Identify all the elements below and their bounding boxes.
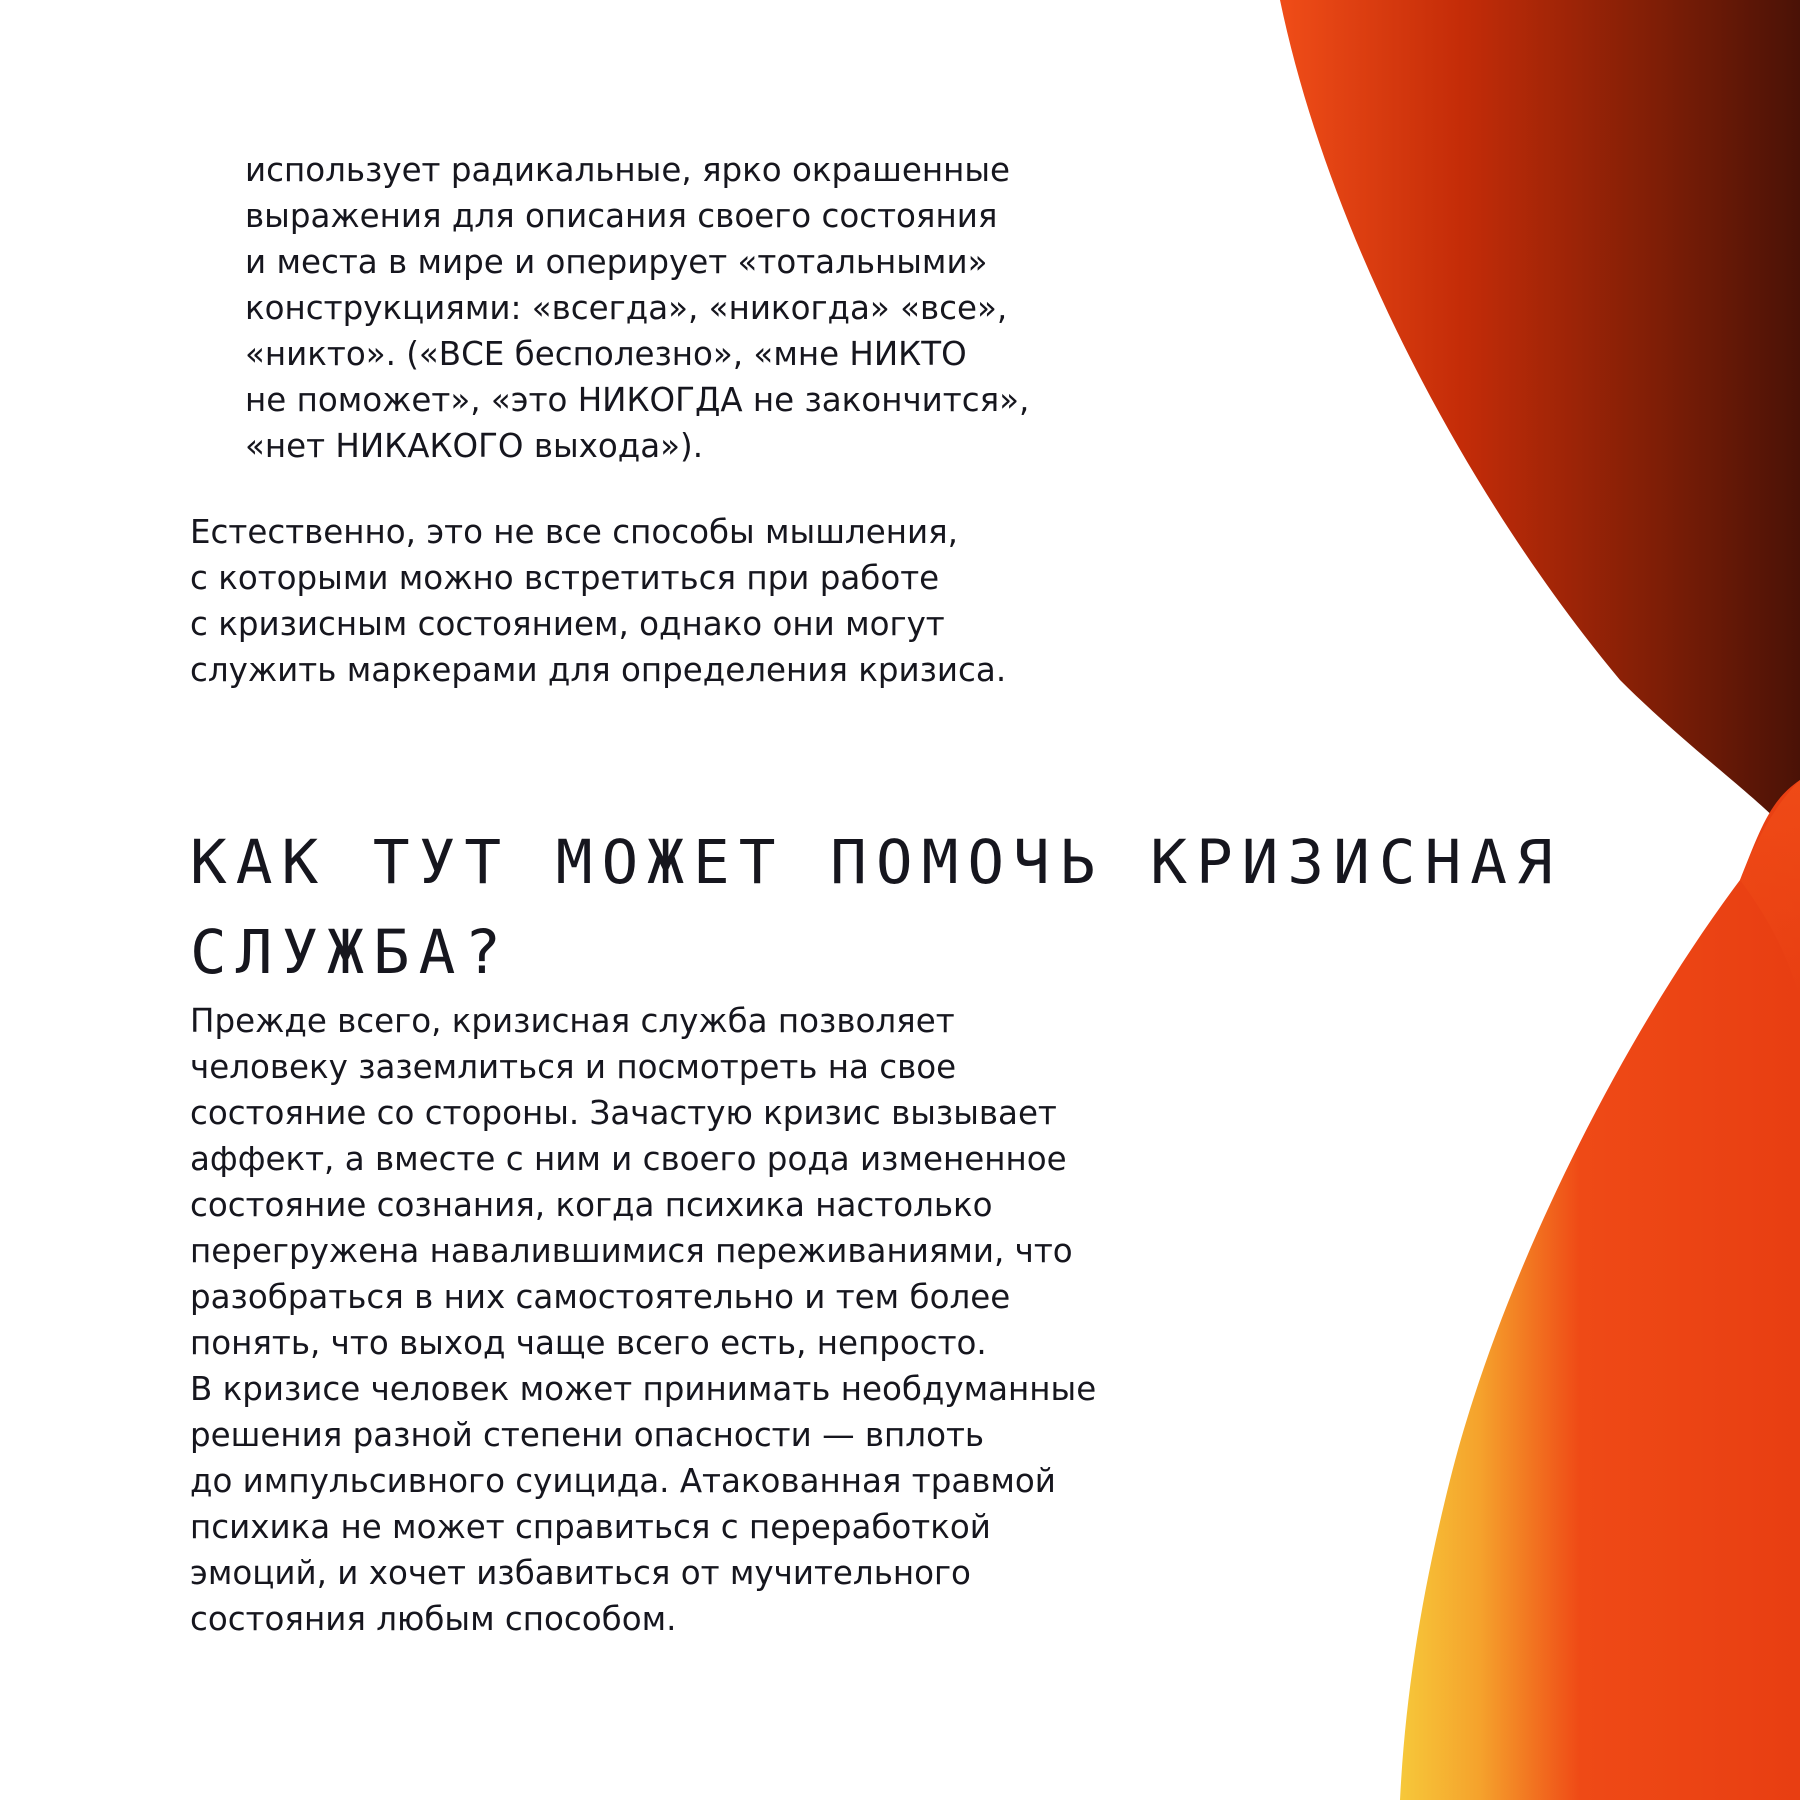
- body-paragraph-markers: Естественно, это не все способы мышления, с которыми можно встретиться при работе с кризисным состоянием, однако они могут служить маркерами для определения кризиса.: [190, 513, 1007, 689]
- section-heading: КАК ТУТ МОЖЕТ ПОМОЧЬ КРИЗИСНАЯ СЛУЖБА?: [190, 827, 1562, 988]
- wave-upper-band: [1280, 0, 1800, 850]
- body-paragraph-crisis-service: Прежде всего, кризисная служба позволяет человеку заземлиться и посмотреть на свое состояние со стороны. Зачастую кризис вызывает аффект, а вместе с ним и своего рода измененное состояние сознания, когда психика настолько перегружена навалившимися переживаниями, что разобраться в них самостоятельно и тем более понять, что выход чаще всего есть, непросто. В кризисе человек может принимать необдуманные решения разной степени опасности — вплоть до импульсивного суицида. Атакованная травмой психика не может справиться с переработкой эмоций, и хочет избавиться от мучительного состояния любым способом.: [190, 1002, 1097, 1638]
- intro-paragraph: использует радикальные, ярко окрашенные выражения для описания своего состояния и места в мире и оперирует «тотальными» конструкциями: «всегда», «никогда» «все», «никто». («ВСЕ бесполезно», «мне НИКТО не поможет», «это НИКОГДА не закончится», «нет НИКАКОГО выхода»).: [245, 151, 1030, 465]
